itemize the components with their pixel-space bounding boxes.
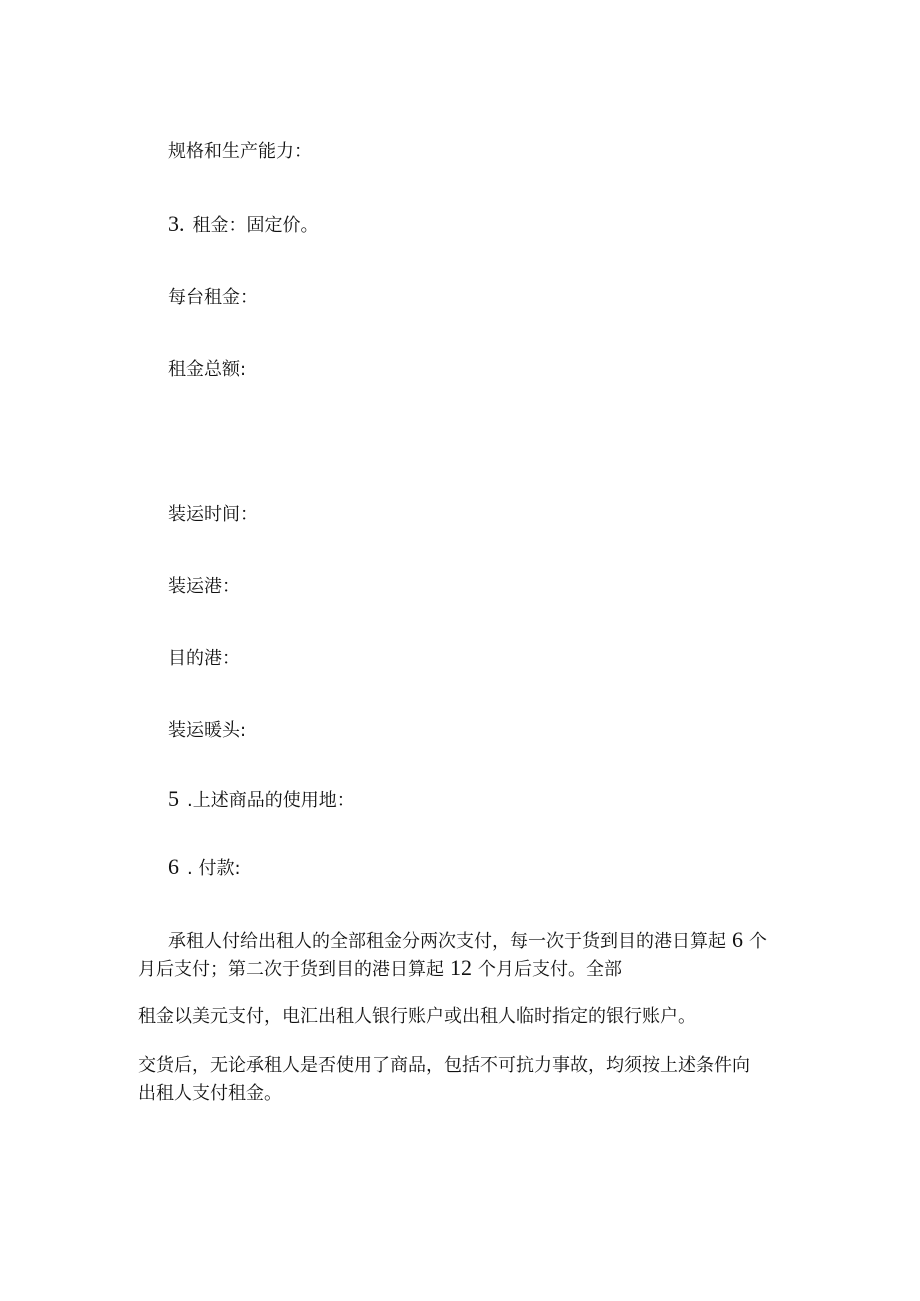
loading-port-label bbox=[168, 576, 240, 598]
paragraph-text: 月后支付；第二次于货到目的港日算起 bbox=[138, 959, 444, 980]
item-text: 租金：固定价。 bbox=[192, 215, 319, 236]
rent-total-label bbox=[168, 359, 246, 381]
item-text: 装运港： bbox=[168, 576, 240, 597]
shipping-mark-label bbox=[168, 720, 246, 742]
rent-per-unit-label bbox=[168, 287, 258, 309]
spec-capacity-label bbox=[168, 141, 312, 163]
paragraph-text: 承租人付给出租人的全部租金分两次支付，每一次于货到目的港日算起 bbox=[168, 931, 726, 952]
paragraph-number: 12 bbox=[450, 955, 472, 980]
item-text: 目的港： bbox=[168, 648, 240, 669]
payment-paragraph-line-2 bbox=[138, 957, 622, 981]
paragraph-text: 个月后支付。全部 bbox=[478, 959, 622, 980]
item-text: 规格和生产能力： bbox=[168, 141, 312, 162]
item-text: .上述商品的使用地： bbox=[187, 790, 355, 811]
item-text: 每台租金： bbox=[168, 287, 258, 308]
paragraph-text: 出租人支付租金。 bbox=[138, 1083, 282, 1104]
destination-port-label bbox=[168, 648, 240, 670]
paragraph-number: 6 bbox=[732, 927, 743, 952]
paragraph-text: 交货后，无论承租人是否使用了商品，包括不可抗力事故，均须按上述条件向 bbox=[138, 1055, 750, 1076]
item-number: 3. bbox=[168, 211, 185, 236]
item-number: 5 bbox=[168, 786, 179, 811]
item-text: 租金总额: bbox=[168, 359, 247, 380]
item-text: 装运时间： bbox=[168, 504, 258, 525]
payment-paragraph-line-5 bbox=[138, 1083, 282, 1105]
item-text: . 付款: bbox=[187, 858, 241, 879]
item-number: 6 bbox=[168, 854, 179, 879]
payment-paragraph-line-3 bbox=[138, 1006, 696, 1028]
shipment-time-label bbox=[168, 504, 258, 526]
paragraph-text: 个 bbox=[749, 931, 767, 952]
paragraph-text: 租金以美元支付，电汇出租人银行账户或出租人临时指定的银行账户。 bbox=[138, 1006, 696, 1027]
payment-paragraph-line-4 bbox=[138, 1055, 750, 1077]
item-text: 装运暖头: bbox=[168, 720, 247, 741]
payment-paragraph-line-1 bbox=[168, 929, 767, 953]
payment-heading bbox=[168, 856, 241, 880]
rent-fixed-price-heading bbox=[168, 213, 319, 237]
usage-location-heading bbox=[168, 788, 355, 812]
